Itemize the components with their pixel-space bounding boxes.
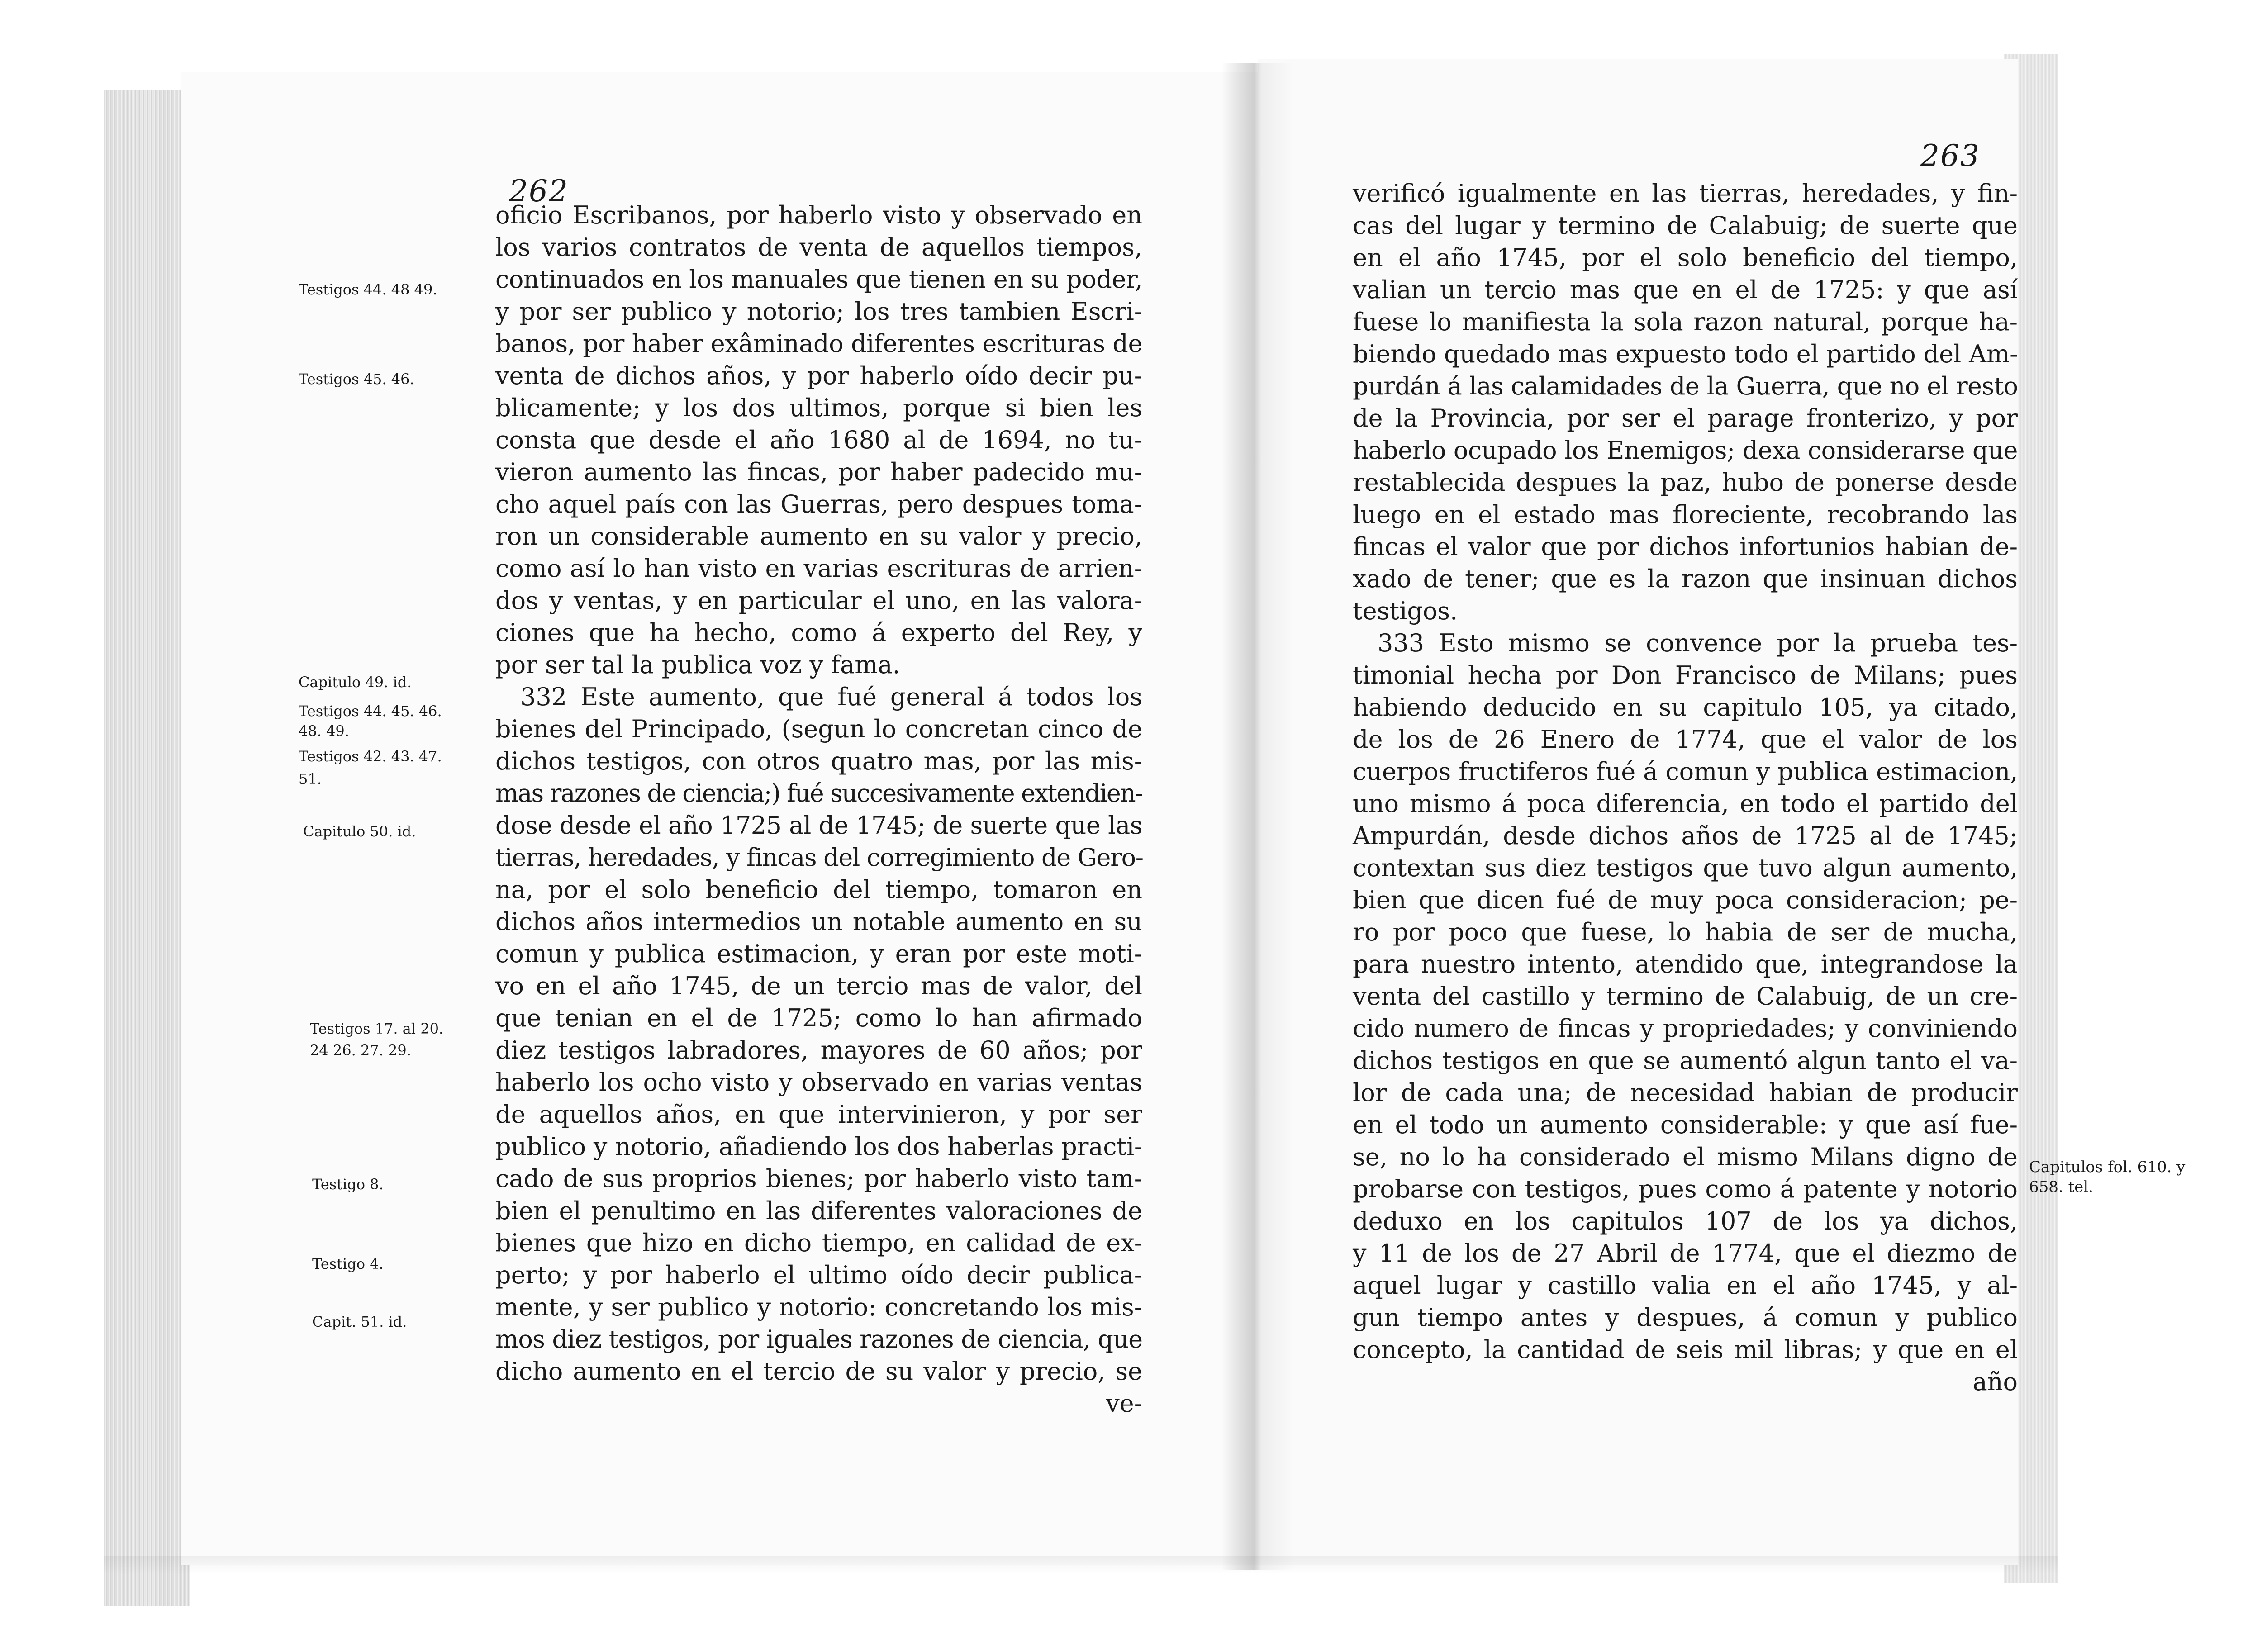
text-line: restablecida despues la paz, hubo de ponerse desde <box>1353 468 2018 497</box>
text-line: haberlo ocupado los Enemigos; dexa considerarse que <box>1353 436 2018 465</box>
catchword: año <box>1972 1367 2018 1396</box>
text-line: fincas el valor que por dichos infortunios habian de- <box>1353 532 2018 561</box>
text-line: ro por poco que fuese, lo habia de ser de mucha, <box>1353 918 2018 946</box>
text-line: comun y publica estimacion, y eran por este moti- <box>495 940 1142 968</box>
text-line: contextan sus diez testigos que tuvo algun aumento, <box>1353 854 2018 882</box>
text-line: y por ser publico y notorio; los tres tambien Escri- <box>495 297 1142 326</box>
margin-note: Capit. 51. id. <box>312 1313 407 1330</box>
text-line: consta que desde el año 1680 al de 1694, no tu- <box>495 426 1142 454</box>
text-line: ciones que ha hecho, como á experto del Rey, y <box>495 618 1142 647</box>
text-line: como así lo han visto en varias escrituras de arrien- <box>495 554 1142 583</box>
text-line: y 11 de los de 27 Abril de 1774, que el diezmo de <box>1353 1239 2018 1267</box>
text-line: perto; y por haberlo el ultimo oído decir publica- <box>495 1261 1142 1289</box>
left-page-number: 262 <box>509 174 569 209</box>
margin-note: 51. <box>299 770 322 788</box>
text-line: lor de cada una; de necesidad habian de producir <box>1353 1078 2018 1107</box>
text-line: biendo quedado mas expuesto todo el partido del Am- <box>1353 340 2018 368</box>
margin-note: Testigo 4. <box>312 1255 384 1272</box>
text-line: oficio Escribanos, por haberlo visto y observado en <box>495 201 1142 229</box>
text-line: bienes del Principado, (segun lo concretan cinco de <box>495 715 1142 743</box>
text-line: Ampurdán, desde dichos años de 1725 al de 1745; <box>1353 821 2018 850</box>
text-line: aquel lugar y castillo valia en el año 1745, y al- <box>1353 1271 2018 1300</box>
text-line: dichos testigos en que se aumentó algun tanto el va- <box>1353 1046 2018 1075</box>
text-line: deduxo en los capitulos 107 de los ya dichos, <box>1353 1207 2018 1235</box>
text-line: na, por el solo beneficio del tiempo, tomaron en <box>495 875 1142 904</box>
text-line: fuese lo manifiesta la sola razon natural, porque ha- <box>1353 308 2018 336</box>
text-line: continuados en los manuales que tienen en su poder, <box>495 265 1143 294</box>
text-line: timonial hecha por Don Francisco de Milans; pues <box>1353 661 2018 689</box>
text-line: cuerpos fructiferos fué á comun y publica estimacion, <box>1353 757 2018 786</box>
text-line: purdán á las calamidades de la Guerra, que no el resto <box>1353 372 2018 400</box>
text-line: de la Provincia, por ser el parage fronterizo, y por <box>1353 404 2018 432</box>
text-line: bienes que hizo en dicho tiempo, en calidad de ex- <box>495 1229 1142 1257</box>
left-page-body <box>495 199 1142 1419</box>
text-line: vieron aumento las fincas, por haber padecido mu- <box>495 458 1142 486</box>
text-line: probarse con testigos, pues como á patente y notorio <box>1353 1175 2018 1203</box>
text-line: luego en el estado mas floreciente, recobrando las <box>1353 500 2018 529</box>
text-line: uno mismo á poca diferencia, en todo el partido del <box>1353 789 2018 818</box>
right-page-body <box>1353 177 2018 1398</box>
margin-note: 48. 49. <box>299 722 349 740</box>
text-line: dose desde el año 1725 al de 1745; de suerte que las <box>495 811 1142 840</box>
text-line: habiendo deducido en su capitulo 105, ya citado, <box>1353 693 2018 722</box>
text-line: mente, y ser publico y notorio: concretando los mis- <box>495 1293 1142 1321</box>
text-line: haberlo los ocho visto y observado en varias ventas <box>495 1068 1142 1097</box>
text-line: vo en el año 1745, de un tercio mas de valor, del <box>495 972 1142 1000</box>
text-line: blicamente; y los dos ultimos, porque si bien les <box>495 394 1142 422</box>
margin-note: Capitulo 50. id. <box>303 823 416 840</box>
text-line: en el todo un aumento considerable: y que así fue- <box>1353 1111 2018 1139</box>
text-line: cado de sus proprios bienes; por haberlo visto tam- <box>495 1164 1142 1193</box>
margin-note: Testigo 8. <box>312 1176 384 1193</box>
text-line: dicho aumento en el tercio de su valor y precio, se <box>495 1357 1142 1386</box>
margin-note: 24 26. 27. 29. <box>310 1042 411 1059</box>
text-line: verificó igualmente en las tierras, heredades, y fin- <box>1353 179 2018 208</box>
text-line: dichos testigos, con otros quatro mas, por las mis- <box>495 747 1142 775</box>
margin-note: Testigos 17. al 20. <box>310 1020 444 1037</box>
margin-note: Testigos 44. 48 49. <box>299 281 437 298</box>
text-line: bien que dicen fué de muy poca consideracion; pe- <box>1353 886 2018 914</box>
text-line: cido numero de fincas y propriedades; y conviniendo <box>1353 1014 2018 1043</box>
text-line: se, no lo ha considerado el mismo Milans digno de <box>1353 1143 2018 1171</box>
text-line: venta de dichos años, y por haberlo oído decir pu- <box>495 361 1142 390</box>
text-line: diez testigos labradores, mayores de 60 años; por <box>495 1036 1142 1064</box>
text-line: venta del castillo y termino de Calabuig, de un cre- <box>1353 982 2018 1011</box>
text-line: los varios contratos de venta de aquellos tiempos, <box>495 233 1142 261</box>
text-line: ron un considerable aumento en su valor y precio, <box>495 522 1142 551</box>
paragraph-start-332: 332 Este aumento, que fué general á todos los <box>520 683 1142 711</box>
text-line: testigos. <box>1353 597 1458 625</box>
text-line: gun tiempo antes y despues, á comun y publico <box>1353 1303 2018 1332</box>
text-line: cho aquel país con las Guerras, pero despues toma- <box>495 490 1142 518</box>
margin-note: Testigos 42. 43. 47. <box>299 748 442 765</box>
text-line: en el año 1745, por el solo beneficio del tiempo, <box>1353 243 2018 272</box>
text-line: de los de 26 Enero de 1774, que el valor de los <box>1353 725 2018 754</box>
text-line: banos, por haber exâminado diferentes escrituras de <box>495 329 1142 358</box>
right-page-number: 263 <box>1920 138 1980 173</box>
catchword: ve- <box>1106 1389 1142 1418</box>
text-line: para nuestro intento, atendido que, integrandose la <box>1353 950 2018 978</box>
text-line: publico y notorio, añadiendo los dos haberlas practi- <box>495 1132 1142 1161</box>
book-gutter <box>1221 63 1294 1570</box>
margin-note: Testigos 44. 45. 46. <box>299 703 442 720</box>
text-line: concepto, la cantidad de seis mil libras; y que en el <box>1353 1335 2018 1364</box>
text-line: por ser tal la publica voz y fama. <box>495 650 900 679</box>
text-line: mas razones de ciencia;) fué succesivamente extendien- <box>495 779 1142 807</box>
text-line: bien el penultimo en las diferentes valoraciones de <box>495 1196 1142 1225</box>
text-line: cas del lugar y termino de Calabuig; de suerte que <box>1353 211 2018 240</box>
text-line: dos y ventas, y en particular el uno, en las valora- <box>495 586 1142 615</box>
text-line: que tenian en el de 1725; como lo han afirmado <box>495 1004 1142 1032</box>
margin-note: 658. tel. <box>2029 1178 2093 1196</box>
text-line: mos diez testigos, por iguales razones de ciencia, que <box>495 1325 1143 1353</box>
margin-note: Capitulos fol. 610. y <box>2029 1158 2186 1176</box>
paragraph-start-333: 333 Esto mismo se convence por la prueba tes- <box>1378 629 2018 657</box>
text-line: xado de tener; que es la razon que insinuan dichos <box>1353 565 2018 593</box>
page-bottom-shadow <box>104 1556 2058 1574</box>
text-line: dichos años intermedios un notable aumento en su <box>495 907 1142 936</box>
margin-note: Testigos 45. 46. <box>299 370 414 388</box>
text-line: tierras, heredades, y fincas del corregimiento de Gero- <box>495 843 1143 872</box>
page-block-edge-left <box>104 90 190 1606</box>
text-line: de aquellos años, en que intervinieron, y por ser <box>495 1100 1142 1129</box>
text-line: valian un tercio mas que en el de 1725: y que así <box>1353 275 2018 304</box>
margin-note: Capitulo 49. id. <box>299 674 412 691</box>
